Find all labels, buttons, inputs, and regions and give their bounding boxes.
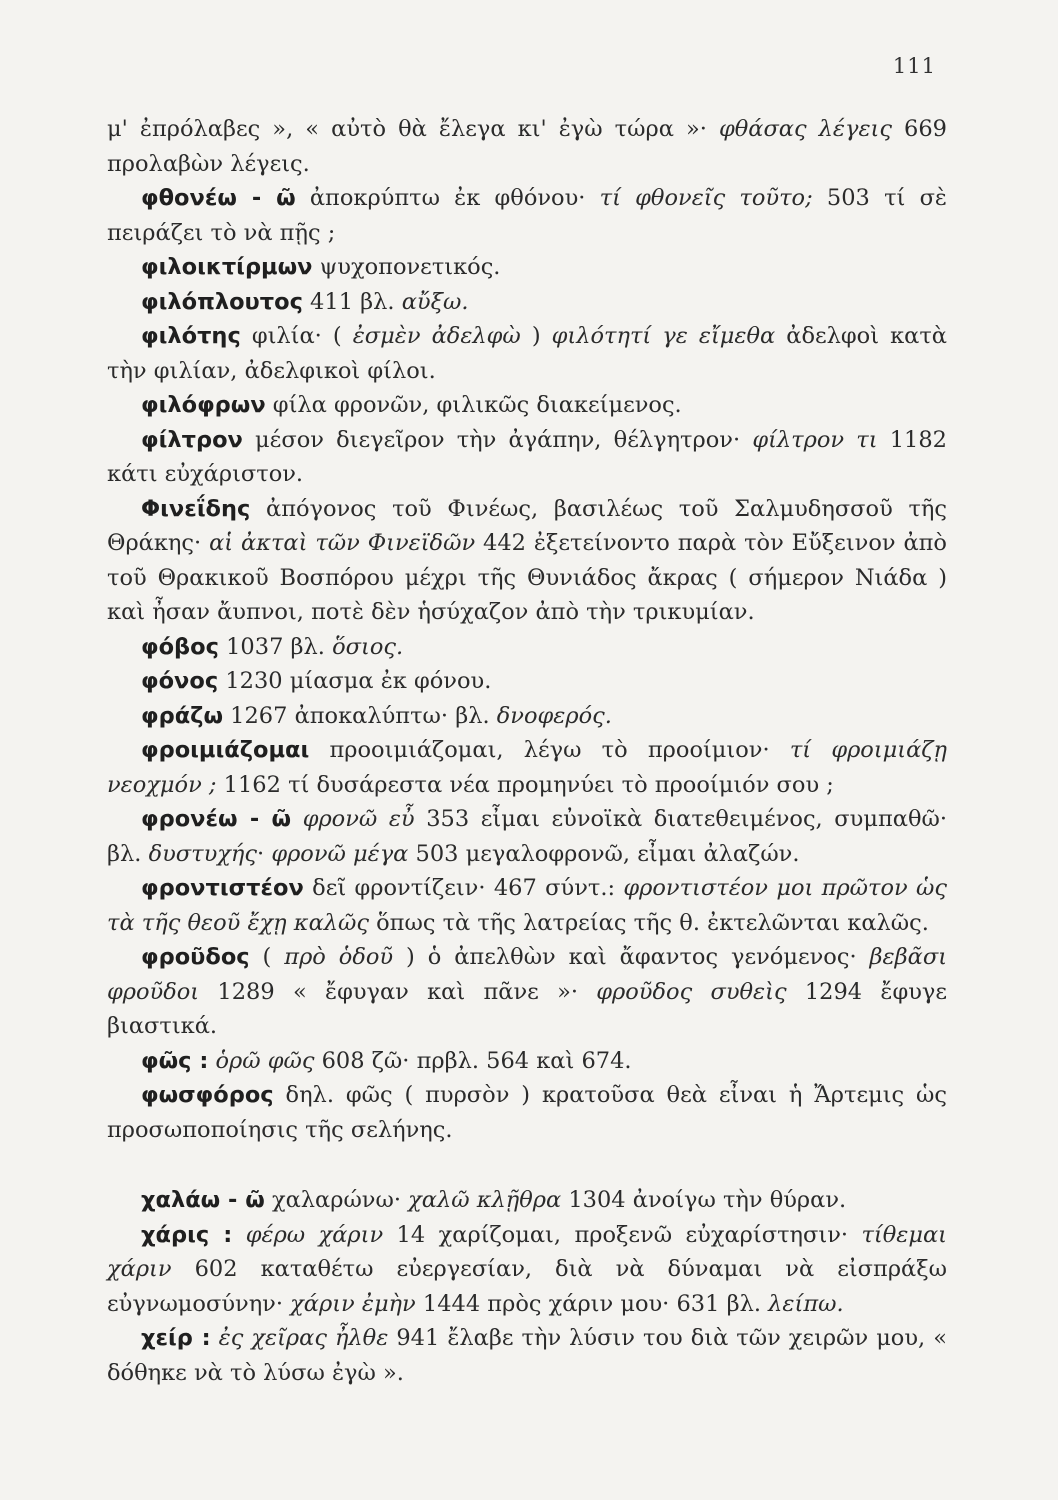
italic-quote: φιλότητί γε εἴμεθα <box>551 323 776 349</box>
definition-text: 353 εἶμαι εὐνοϊκὰ διατεθειμένος, συμπαθῶ· βλ. <box>107 806 947 867</box>
italic-quote: αὔξω. <box>401 288 469 315</box>
definition-text <box>211 1325 219 1351</box>
glossary-entry <box>107 1218 947 1322</box>
italic-quote: φρονῶ εὖ <box>302 806 415 832</box>
glossary-entry <box>107 699 947 734</box>
headword: φιλόφρων <box>141 392 266 418</box>
definition-text: 442 ἐξετείνοντο παρὰ τὸν Εὔξεινον ἀπὸ τοῦ Θρακικοῦ Βοσπόρου μέχρι τῆς Θυνιάδος ἄκρας ( σήμερον Νιάδα ) καὶ ἦσαν ἄυπνοι, ποτὲ δὲν ἡσύχαζον ἀπὸ τὴν τρικυμίαν. <box>107 530 947 625</box>
definition-text: προοιμιάζομαι, λέγω τὸ προοίμιον· <box>309 737 790 763</box>
definition-text: ἀδελφοὶ κατὰ τὴν φιλίαν, ἀδελφικοὶ φίλοι. <box>107 323 948 384</box>
definition-text: δηλ. φῶς ( πυρσὸν ) κρατοῦσα θεὰ εἶναι ἡ Ἄρτεμις ὡς προσωποποίησις τῆς σελήνης. <box>107 1082 947 1143</box>
glossary-entry <box>107 630 947 665</box>
definition-text <box>291 806 303 832</box>
italic-quote: τί φθονεῖς τοῦτο; <box>599 185 813 211</box>
page-number: 111 <box>892 54 936 78</box>
headword: χάρις : <box>141 1221 233 1248</box>
italic-quote: δνοφερός. <box>496 702 612 729</box>
glossary-entry <box>107 250 947 285</box>
headword: χαλάω - ῶ <box>141 1187 265 1213</box>
definition-text: 1162 τί δυσάρεστα νέα προμηνύει τὸ προοίμιόν σου ; <box>216 771 834 798</box>
headword: φόβος <box>141 633 219 660</box>
definition-text: δεῖ φροντίζειν· 467 σύντ.: <box>303 875 624 901</box>
definition-text: 1267 ἀποκαλύπτω· βλ. <box>223 702 497 729</box>
headword: φιλόπλουτος <box>141 288 303 315</box>
definition-text: 411 βλ. <box>302 288 402 315</box>
glossary-entry <box>107 492 947 630</box>
definition-text: 1230 μίασμα ἐκ φόνου. <box>218 668 492 694</box>
definition-text: · <box>257 840 272 867</box>
definition-text: ὅπως τὰ τῆς λατρείας τῆς θ. ἐκτελῶνται καλῶς. <box>368 909 929 936</box>
glossary-entry <box>107 733 947 802</box>
italic-quote: φίλτρον τι <box>752 426 878 453</box>
headword: φωσφόρος <box>141 1082 274 1108</box>
italic-quote: φέρω χάριν <box>245 1221 384 1248</box>
italic-quote: ὁρῶ φῶς <box>215 1047 315 1074</box>
definition-text: ψυχοπονετικός. <box>312 254 501 280</box>
continued-paragraph <box>107 112 947 181</box>
italic-quote: τίθεμαι χάριν <box>107 1221 947 1282</box>
definition-text: μ' ἐπρόλαβες », « αὐτὸ θὰ ἔλεγα κι' ἐγὼ τώρα »· <box>107 116 719 142</box>
italic-quote: φθάσας λέγεις <box>718 116 892 142</box>
glossary-entry <box>107 319 947 388</box>
definition-text: ) ὁ ἀπελθὼν καὶ ἄφαντος γενόμενος· <box>393 944 870 970</box>
definition-text: φιλία· ( <box>240 323 353 349</box>
definition-text <box>232 1222 245 1248</box>
definition-text: 941 ἔλαβε τὴν λύσιν του διὰ τῶν χειρῶν μου, « δόθηκε νὰ τὸ λύσω ἐγὼ ». <box>107 1325 947 1386</box>
definition-text: 1444 πρὸς χάριν μου· 631 βλ. <box>415 1290 769 1317</box>
italic-quote: ἐς χεῖρας ἦλθε <box>218 1325 389 1351</box>
italic-quote: φροῦδος συθεὶς <box>596 978 787 1005</box>
glossary-entry <box>107 1044 947 1079</box>
glossary-entry <box>107 802 947 871</box>
definition-text: 1304 ἀνοίγω τὴν θύραν. <box>561 1187 847 1213</box>
headword: φρονέω - ῶ <box>141 806 292 832</box>
italic-quote: χάριν ἐμὴν <box>290 1290 416 1317</box>
italic-quote: ἐσμὲν ἀδελφὼ <box>352 323 521 349</box>
headword: φροῦδος <box>141 944 250 970</box>
headword: φθονέω - ῶ <box>141 185 296 211</box>
headword: φιλοικτίρμων <box>141 254 313 280</box>
italic-quote: πρὸ ὁδοῦ <box>284 944 394 970</box>
definition-text: ( <box>249 944 285 970</box>
definition-text: φίλα φρονῶν, φιλικῶς διακείμενος. <box>265 392 682 418</box>
headword: φιλότης <box>141 323 241 349</box>
headword: φόνος <box>141 668 219 694</box>
italic-quote: αἱ ἀκταὶ τῶν Φινεϊδῶν <box>209 530 476 556</box>
glossary-entry <box>107 181 947 250</box>
headword: φροιμιάζομαι <box>141 737 310 763</box>
italic-quote: βεβᾶσι φροῦδοι <box>107 944 948 1005</box>
glossary-entry <box>107 664 947 699</box>
definition-text: μέσον διεγεῖρον τὴν ἀγάπην, θέλγητρον· <box>242 426 753 453</box>
definition-text: 1182 κάτι εὐχάριστον. <box>107 426 947 487</box>
definition-text: 669 προλαβὼν λέγεις. <box>107 116 947 177</box>
glossary-entry <box>107 1183 947 1218</box>
definition-text: ἀπόγονος τοῦ Φινέως, βασιλέως τοῦ Σαλμυδησσοῦ τῆς Θράκης· <box>107 495 947 556</box>
headword: χείρ : <box>141 1325 211 1351</box>
headword: φράζω <box>141 702 224 729</box>
definition-text: 503 τί σὲ πειράζει τὸ νὰ πῇς ; <box>107 185 948 246</box>
italic-quote: ὅσιος. <box>332 633 404 660</box>
definition-text: ἀποκρύπτω ἐκ φθόνου· <box>295 185 600 211</box>
glossary-entry <box>107 871 947 940</box>
definition-text: 1294 ἔφυγε βιαστικά. <box>107 978 947 1039</box>
italic-quote: φροντιστέον μοι πρῶτον ὡς τὰ τῆς θεοῦ ἔχῃ καλῶς <box>107 875 948 936</box>
definition-text: 608 ζῶ· πρβλ. 564 καὶ 674. <box>314 1047 632 1074</box>
glossary-entry <box>107 1321 947 1390</box>
definition-text: 14 χαρίζομαι, προξενῶ εὐχαρίστησιν· <box>383 1221 862 1248</box>
glossary-entry <box>107 940 947 1044</box>
definition-text: 1289 « ἔφυγαν καὶ πᾶνε »· <box>199 978 597 1005</box>
italic-quote: φρονῶ μέγα <box>271 840 409 867</box>
italic-quote: τί φροιμιάζῃ νεοχμόν ; <box>107 737 947 798</box>
headword: φῶς : <box>141 1047 209 1074</box>
italic-quote: δυστυχής <box>148 840 258 867</box>
definition-text: ) <box>520 323 552 349</box>
definition-text: 1037 βλ. <box>218 633 333 660</box>
glossary-entry <box>107 1078 947 1147</box>
headword: φίλτρον <box>141 426 243 453</box>
headword: φροντιστέον <box>141 875 304 901</box>
headword: Φινεΐδης <box>141 495 251 522</box>
definition-text: χαλαρώνω· <box>264 1187 409 1213</box>
glossary-entry <box>107 285 947 320</box>
glossary-entry <box>107 423 947 492</box>
definition-text: 503 μεγαλοφρονῶ, εἶμαι ἀλαζών. <box>408 840 800 867</box>
glossary-body <box>107 112 947 1390</box>
definition-text: 602 καταθέτω εὐεργεσίαν, διὰ νὰ δύναμαι νὰ εἰσπράξω εὐγνωμοσύνην· <box>107 1256 947 1317</box>
italic-quote: λείπω. <box>768 1290 844 1317</box>
section-gap <box>107 1147 947 1183</box>
italic-quote: χαλῶ κλῇθρα <box>408 1187 562 1213</box>
glossary-entry <box>107 388 947 423</box>
